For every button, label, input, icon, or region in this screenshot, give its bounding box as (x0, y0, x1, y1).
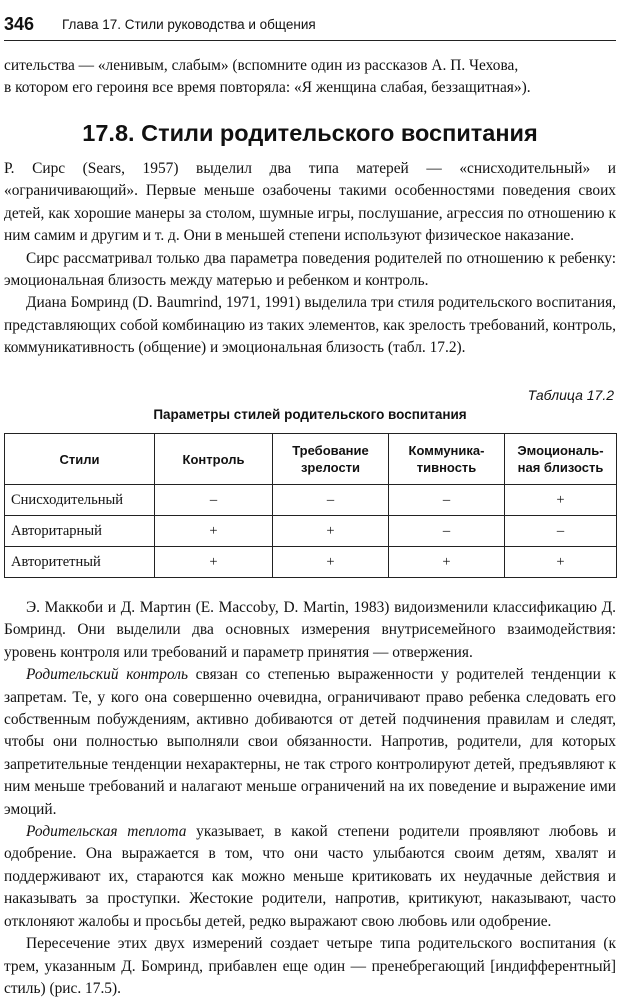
paragraph-text: указывает, в какой степени родители проявляют любовь и одобрение. Она выражается в том, что они часто улыбаются своим детям, хвалят и поддерживают их, стараются как можно меньше критиковать их неудачные действия и наказывать за проступки. Жестокие родители, напротив, критикуют, наказывают, часто отклоняют жалобы и просьбы детей, редко выражают свою любовь или одобрение. (4, 823, 616, 930)
table-row (5, 516, 617, 547)
column-header: Эмоциональ-ная близость (505, 434, 617, 485)
running-header (0, 6, 620, 36)
table-cell: + (389, 547, 505, 578)
term-italic: Родительская теплота (26, 823, 187, 841)
table-cell: + (273, 547, 389, 578)
section-body (4, 158, 616, 360)
style-cell: Авторитетный (5, 547, 155, 578)
paragraph (4, 664, 616, 821)
parenting-styles-table (4, 433, 617, 578)
paragraph: Пересечение этих двух измерений создает четыре типа родительского воспитания (к трем, указанным Д. Бомринд, прибавлен еще один — пренебрегающий [индифферентный] стиль) (рис. 17.5). (4, 935, 616, 997)
table-number: Таблица 17.2 (527, 387, 614, 403)
paragraph-text: связан со степенью выраженности у родителей тенденции к запретам. Те, у кого она совершенно очевидна, ограничивают право ребенка следовать его собственным побуждениям, активно добиваются от детей подчинения правилам и следят, чтобы они полностью выполняли свои обязанности. Напротив, родители, для которых запретительные тенденции нехарактерны, не так строго контролируют детей, предъявляют к ним меньше требований и налагают меньше ограничений на их поведение и выражение ими эмоций. (4, 666, 616, 818)
column-header: Контроль (155, 434, 273, 485)
style-cell: Авторитарный (5, 516, 155, 547)
paragraph: Диана Бомринд (D. Baumrind, 1971, 1991) выделила три стиля родительского воспитания, представляющих собой комбинацию из таких элементов, как зрелость требований, контроль, коммуникативность (общение) и эмоциональная близость (табл. 17.2). (4, 294, 616, 357)
intro-line: в котором его героиня все время повторяла: «Я женщина слабая, беззащитная»). (4, 79, 531, 97)
intro-text (4, 55, 616, 100)
paragraph: Р. Сирс (Sears, 1957) выделил два типа матерей — «снисходительный» и «ограничивающий». Первые меньше озабочены такими особенностями поведения своих детей, как хорошие манеры за столом, шумные игры, послушание, агрессия по отношению к ним самим и другим и т. д. Они в меньшей степени используют физическое наказание. (4, 160, 616, 245)
table-caption: Параметры стилей родительского воспитания (153, 407, 467, 422)
table-header-row (5, 434, 617, 485)
table-cell: – (155, 485, 273, 516)
page-number: 346 (4, 14, 35, 34)
column-header: Коммуника-тивность (389, 434, 505, 485)
table-cell: + (155, 547, 273, 578)
term-italic: Родительский контроль (26, 666, 188, 684)
paragraph: Сирс рассматривал только два параметра поведения родителей по отношению к ребенку: эмоциональная близость между матерью и ребенком и контроль. (4, 249, 616, 290)
table-cell: – (389, 485, 505, 516)
intro-line: сительства — «ленивым, слабым» (вспомните один из рассказов А. П. Чехова, (4, 57, 519, 74)
table-cell: + (505, 485, 617, 516)
table-cell: + (273, 516, 389, 547)
table-row (5, 485, 617, 516)
table-cell: + (155, 516, 273, 547)
style-cell: Снисходительный (5, 485, 155, 516)
paragraph (4, 821, 616, 933)
header-rule (4, 40, 616, 41)
table-cell: + (505, 547, 617, 578)
column-header: Требование зрелости (273, 434, 389, 485)
table-row (5, 547, 617, 578)
section-title: 17.8. Стили родительского воспитания (82, 120, 538, 146)
table-cell: – (505, 516, 617, 547)
column-header: Стили (5, 434, 155, 485)
table-cell: – (389, 516, 505, 547)
after-table-body (4, 597, 616, 1000)
paragraph: Э. Маккоби и Д. Мартин (E. Maccoby, D. Martin, 1983) видоизменили классификацию Д. Бомринд. Они выделили два основных измерения внутрисемейного взаимодействия: уровень контроля или требований и параметр принятия — отвержения. (4, 599, 616, 661)
table-cell: – (273, 485, 389, 516)
chapter-title: Глава 17. Стили руководства и общения (62, 17, 316, 32)
